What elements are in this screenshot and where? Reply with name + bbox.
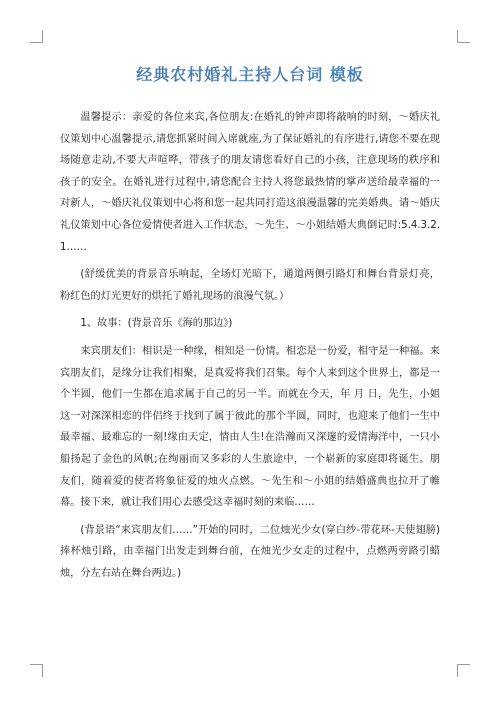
page-corner-mark bbox=[457, 30, 470, 43]
paragraph-section-heading: 1、故事：(背景音乐《海的那边》) bbox=[80, 318, 233, 330]
paragraph-reminder: 温馨提示：亲爱的各位来宾,各位朋友:在婚礼的钟声即将敲响的时刻，～婚庆礼仪策划中心温馨提示,请您抓紧时间入席就座,为了保证婚礼的有序进行,请您不要在现场随意走动,不要大声喧哗，带孩子的朋友请您看好自己的小孩，注意现场的秩序和孩子的安全。在婚礼进行过程中,请您配合主持人将您最热情的掌声送给最幸福的一对新人，～婚庆礼仪策划中心将和您一起共同打造这浪漫温馨的完美婚典。请～婚庆礼仪策划中心各位爱情使者进入工作状态，～先生、～小姐结婚大典倒记时:5.4.3.2.1…… bbox=[60, 112, 440, 253]
document-title: 经典农村婚礼主持人台词 模板 bbox=[136, 65, 364, 84]
page-corner-mark bbox=[30, 664, 43, 677]
paragraph-stage-direction-2: (背景语“来宾朋友们……”开始的同时，二位烛光少女(穿白纱-带花环-天使翅膀)捧杯烛引路，由幸福门出发走到舞台前，在烛光少女走的过程中，点燃两旁路引蜡烛，分左右站在舞台两边。) bbox=[60, 524, 440, 579]
paragraph-stage-direction: (舒缓优美的背景音乐响起，全场灯光暗下，通道两侧引路灯和舞台背景灯亮，粉红色的灯光更好的烘托了婚礼现场的浪漫气氛。） bbox=[60, 269, 440, 302]
document-page bbox=[60, 62, 440, 590]
page-corner-mark bbox=[30, 30, 43, 43]
page-corner-mark bbox=[457, 664, 470, 677]
paragraph-host-speech: 来宾朋友们：相识是一种缘，相知是一份情。相恋是一份爱，相守是一种福。来宾朋友们，是缘分让我们相聚，是真爱将我们召集。每个人来到这个世界上，都是一个半圆，他们一生都在追求属于自己的另一半。而就在今天，年 月 日，先生，小姐这一对深深相恋的伴侣终于找到了属于彼此的那个半圆，同时，也迎来了他们一生中最幸福、最难忘的一刻!缘由天定，情由人生!在浩瀚而又深邃的爱情海洋中，一只小船扬起了金色的风帆;在绚丽而又多彩的人生旅途中，一个崭新的家庭即将诞生。朋友们，随着爱的使者将象征爱的烛火点燃。～先生和～小姐的结婚盛典也拉开了帷幕。接下来，就让我们用心去感受这幸福时刻的来临…… bbox=[60, 345, 440, 509]
